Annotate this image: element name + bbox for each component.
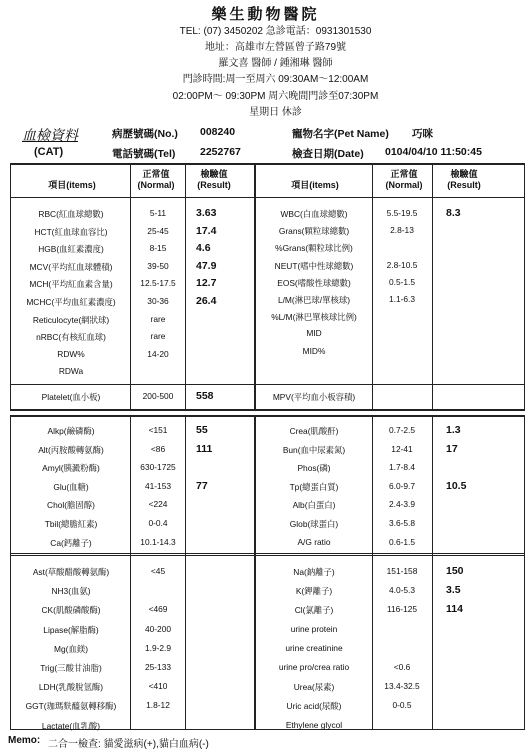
item-name: Urea(尿素) xyxy=(293,682,335,693)
item-name: Chol(膽固醇) xyxy=(47,500,95,511)
item-name: urine pro/crea ratio xyxy=(278,662,350,672)
phone-label: 電話號碼(Tel) xyxy=(112,148,176,160)
normal-range: 39-50 xyxy=(147,260,169,271)
species: (CAT) xyxy=(34,146,64,158)
normal-range: 630-1725 xyxy=(140,462,176,473)
table-rule xyxy=(10,555,525,556)
item-name: Ethylene glycol xyxy=(285,719,343,730)
result-value: 150 xyxy=(446,565,464,577)
item-name: HCT(紅血球血容比) xyxy=(34,226,108,237)
table-rule xyxy=(10,553,525,554)
header-normal-left: 正常值 (Normal) xyxy=(137,169,175,190)
normal-range: 13.4-32.5 xyxy=(384,681,420,692)
item-name: MID xyxy=(306,328,322,339)
table-rule xyxy=(10,163,525,165)
header-result-right: 檢驗值 (Result) xyxy=(447,169,481,190)
normal-range: 25-133 xyxy=(144,662,172,672)
clinic-doctors: 羅文喜 醫師 / 鍾湘琳 醫師 xyxy=(218,58,333,69)
normal-range: 0-0.4 xyxy=(148,518,168,528)
normal-range: <224 xyxy=(148,499,168,510)
normal-range: 2.4-3.9 xyxy=(388,499,416,510)
result-value: 47.9 xyxy=(196,259,217,272)
header-normal-right: 正常值 (Normal) xyxy=(385,169,423,190)
clinic-hours-3: 星期日 休診 xyxy=(249,107,302,118)
item-name: Alb(白蛋白) xyxy=(292,500,336,511)
result-value: 111 xyxy=(196,442,213,455)
item-name: RDWa xyxy=(58,366,84,377)
table-rule xyxy=(10,415,11,729)
normal-range: 4.0-5.3 xyxy=(388,585,416,596)
normal-range: rare xyxy=(150,331,166,342)
item-name: WBC(白血球總數) xyxy=(280,209,348,219)
item-name: Grans(顆粒球總數) xyxy=(278,226,350,237)
item-name: Alkp(鹼磷酶) xyxy=(47,426,95,436)
item-name: Lactate(血乳酸) xyxy=(41,720,101,731)
result-value: 12.7 xyxy=(196,277,217,290)
item-name: RDW% xyxy=(57,348,85,359)
item-name: nRBC(有核紅血球) xyxy=(36,332,106,343)
table-rule xyxy=(10,384,525,385)
item-name: L/M(淋巴球/單核球) xyxy=(277,295,351,305)
normal-range: <45 xyxy=(150,566,166,576)
item-name: MPV(平均血小板容積) xyxy=(272,392,356,402)
item-name: RBC(紅血球總數) xyxy=(38,209,104,219)
item-name: Ca(鈣離子) xyxy=(50,537,92,548)
clinic-hours-1: 門診時間:周一至周六 09:30AM～12:00AM xyxy=(182,74,369,85)
normal-range: 14-20 xyxy=(147,348,169,359)
result-value: 1.3 xyxy=(446,424,461,436)
normal-range: <0.6 xyxy=(393,662,411,672)
clinic-name: 樂生動物醫院 xyxy=(211,5,320,23)
normal-range: <469 xyxy=(148,604,168,615)
result-value: 77 xyxy=(196,479,208,492)
item-name: Phos(磷) xyxy=(297,463,331,474)
table-rule xyxy=(524,415,525,729)
item-name: Lipase(解脂酶) xyxy=(43,624,99,635)
normal-range: 1.1-6.3 xyxy=(388,294,416,304)
normal-range: 1.9-2.9 xyxy=(144,642,172,653)
date-value: 0104/04/10 11:50:45 xyxy=(385,146,482,158)
normal-range: 116-125 xyxy=(386,604,418,615)
normal-range: 6.0-9.7 xyxy=(388,480,416,491)
normal-range: 0.6-1.5 xyxy=(388,536,416,547)
item-name: Alt(丙胺酸轉氨酶) xyxy=(38,444,104,455)
result-value: 26.4 xyxy=(196,295,217,307)
result-value: 55 xyxy=(196,424,208,436)
result-value: 17 xyxy=(446,442,458,455)
item-name: Glob(球蛋白) xyxy=(289,519,339,529)
normal-range: 2.8-10.5 xyxy=(386,259,418,270)
normal-range: 41-153 xyxy=(144,480,172,491)
item-name: Bun(血中尿素氮) xyxy=(282,444,346,455)
normal-range: 5.5-19.5 xyxy=(386,208,418,218)
normal-range: 12-41 xyxy=(391,443,413,454)
item-name: A/G ratio xyxy=(297,536,331,547)
normal-range: 5-11 xyxy=(149,208,167,218)
item-name: MCH(平均紅血素含量) xyxy=(29,279,113,290)
normal-range: 151-158 xyxy=(386,566,418,576)
item-name: urine creatinine xyxy=(285,642,343,653)
clinic-address: 地址：高雄市左營區曾子路79號 xyxy=(204,42,347,53)
pet-name-value: 巧咪 xyxy=(412,128,433,140)
table-rule xyxy=(10,197,525,198)
normal-range: rare xyxy=(150,313,166,324)
normal-range: 200-500 xyxy=(142,391,174,401)
phone-value: 2252767 xyxy=(200,146,241,158)
item-name: Ast(草酸醋酸轉氨酶) xyxy=(32,567,110,577)
item-name: Mg(血鎂) xyxy=(54,643,88,654)
item-name: MCHC(平均血紅素濃度) xyxy=(26,297,116,307)
item-name: Na(鈉離子) xyxy=(293,567,335,577)
normal-range: 3.6-5.8 xyxy=(388,518,416,528)
section-title: 血檢資料 xyxy=(22,128,78,144)
normal-range: 1.7-8.4 xyxy=(388,462,416,473)
item-name: %Grans(顆粒球比例) xyxy=(275,243,353,254)
item-name: HGB(血紅素濃度) xyxy=(38,244,104,255)
normal-range: <410 xyxy=(148,681,168,692)
table-rule xyxy=(185,163,186,410)
result-value: 3.63 xyxy=(196,207,217,219)
item-name: CK(肌酸磷酸酶) xyxy=(41,605,101,616)
table-rule xyxy=(10,409,525,411)
item-name: NH3(血氨) xyxy=(51,586,91,597)
item-name: EOS(嗜酸性球總數) xyxy=(277,277,351,288)
normal-range: 40-200 xyxy=(144,623,172,634)
item-name: Uric acid(尿酸) xyxy=(286,701,342,712)
memo-text: 二合一檢查: 貓愛滋病(+),貓白血病(-) xyxy=(48,739,209,750)
item-name: NEUT(嗜中性球總數) xyxy=(274,260,354,271)
normal-range: 0.7-2.5 xyxy=(388,425,416,435)
memo-label: Memo: xyxy=(8,735,41,746)
item-name: Platelet(血小板) xyxy=(41,392,101,402)
item-name: Amyl(胰澱粉酶) xyxy=(42,463,100,474)
header-items-right: 項目(items) xyxy=(291,180,339,190)
normal-range: 25-45 xyxy=(147,225,169,236)
header-items-left: 項目(items) xyxy=(48,180,96,190)
normal-range: 8-15 xyxy=(149,243,167,254)
item-name: Cl(氯離子) xyxy=(294,605,334,616)
normal-range: 0-0.5 xyxy=(392,700,412,711)
item-name: Tbil(總膽紅素) xyxy=(44,519,98,529)
result-value: 3.5 xyxy=(446,584,461,597)
item-name: Tp(總蛋白質) xyxy=(289,481,339,492)
normal-range: <86 xyxy=(150,443,166,454)
item-name: Crea(肌酸酐) xyxy=(289,426,339,436)
record-value: 008240 xyxy=(200,126,236,138)
item-name: Reticulocyte(網狀球) xyxy=(32,314,110,325)
item-name: K(鉀離子) xyxy=(295,586,333,597)
normal-range: 2.8-13 xyxy=(390,225,414,236)
result-value: 4.6 xyxy=(196,242,211,255)
normal-range: 10.1-14.3 xyxy=(140,536,176,547)
item-name: Glu(血糖) xyxy=(53,481,89,492)
normal-range: 0.5-1.5 xyxy=(388,276,416,287)
item-name: MCV(平均紅血球體積) xyxy=(29,261,113,272)
item-name: urine protein xyxy=(290,623,338,634)
result-value: 10.5 xyxy=(446,479,467,492)
clinic-hours-2: 02:00PM～ 09:30PM 周六晚間門診至07:30PM xyxy=(172,91,379,102)
result-value: 8.3 xyxy=(446,207,461,219)
table-rule xyxy=(524,163,525,410)
result-value: 114 xyxy=(446,603,463,616)
item-name: Trig(三酸甘油脂) xyxy=(40,663,102,673)
normal-range: 1.8-12 xyxy=(146,700,170,711)
result-value: 17.4 xyxy=(196,224,217,237)
item-name: LDH(乳酸脫氫酶) xyxy=(38,682,104,693)
table-rule xyxy=(432,163,433,410)
normal-range: 12.5-17.5 xyxy=(140,278,176,289)
normal-range: <151 xyxy=(148,425,168,435)
normal-range: 30-36 xyxy=(147,296,169,306)
record-label: 病歷號碼(No.) xyxy=(112,128,178,140)
header-result-left: 檢驗值 (Result) xyxy=(197,169,231,190)
table-rule xyxy=(10,415,525,417)
table-rule xyxy=(432,415,433,729)
item-name: MID% xyxy=(302,345,326,356)
date-label: 檢查日期(Date) xyxy=(292,148,364,160)
clinic-phone: TEL: (07) 3450202 急診電話：0931301530 xyxy=(179,26,372,37)
pet-name-label: 寵物名字(Pet Name) xyxy=(292,128,389,140)
table-rule xyxy=(185,415,186,729)
table-rule xyxy=(10,163,11,410)
result-value: 558 xyxy=(196,390,214,402)
item-name: %L/M(淋巴單核球比例) xyxy=(271,312,357,323)
item-name: GGT(珈瑪麩醯氨轉移酶) xyxy=(25,701,117,712)
